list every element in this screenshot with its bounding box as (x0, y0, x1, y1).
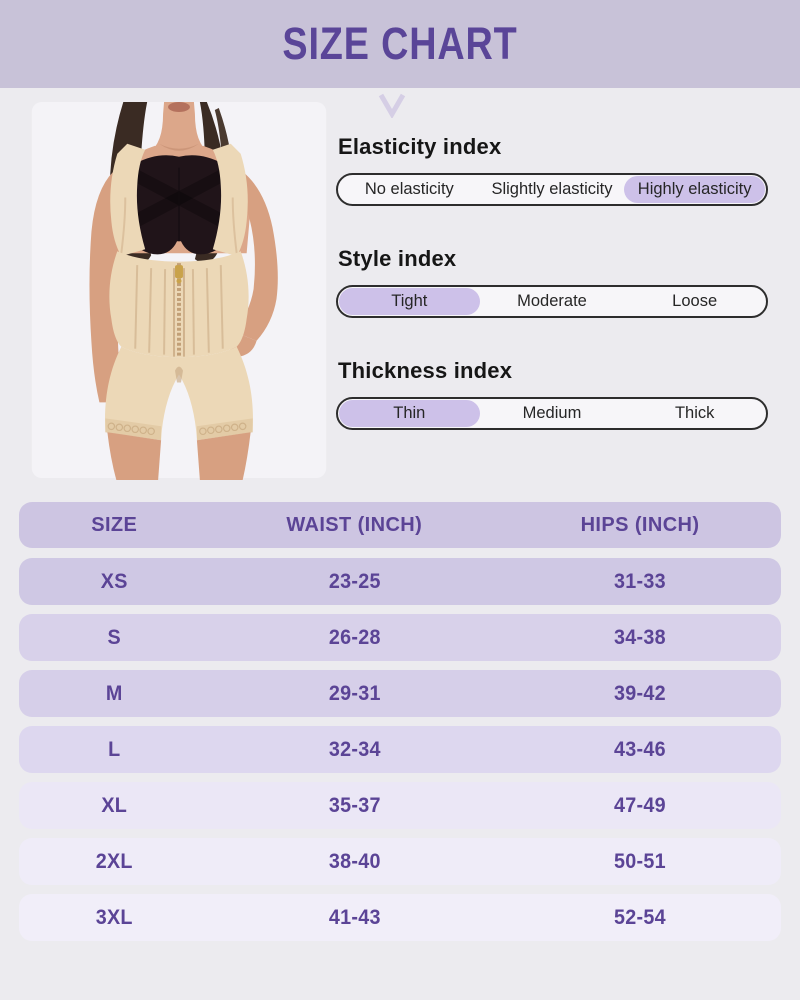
index-bar (336, 285, 768, 318)
index-title: Style index (338, 246, 457, 271)
option-medium[interactable]: Medium (522, 404, 582, 422)
cell-waist: 26-28 (328, 625, 381, 649)
index-section-elasticity (336, 134, 768, 206)
table-row (19, 726, 781, 773)
table-row (19, 782, 781, 829)
index-section-style (336, 246, 768, 318)
cell-waist: 41-43 (328, 905, 381, 929)
option-tight[interactable]: Tight (339, 288, 480, 315)
cell-hips: 31-33 (614, 569, 666, 593)
option-slightly-elasticity[interactable]: Slightly elasticity (491, 180, 613, 198)
cell-size: 3XL (95, 905, 133, 929)
cell-waist: 38-40 (328, 849, 381, 873)
table-row (19, 558, 781, 605)
option-thin[interactable]: Thin (339, 400, 480, 427)
cell-hips: 47-49 (614, 793, 666, 817)
table-body (19, 558, 781, 941)
product-photo (28, 102, 330, 480)
page-title: SIZE CHART (282, 18, 518, 69)
cell-size: XS (100, 569, 128, 593)
index-bar (336, 397, 768, 430)
table-row (19, 670, 781, 717)
option-thick[interactable]: Thick (674, 404, 715, 422)
option-highly-elasticity[interactable]: Highly elasticity (624, 176, 765, 203)
cell-size: S (107, 625, 121, 649)
cell-hips: 34-38 (614, 625, 666, 649)
cell-size: M (105, 681, 123, 705)
table-header-row (19, 502, 781, 548)
table-row (19, 894, 781, 941)
cell-hips: 43-46 (614, 737, 666, 761)
option-no-elasticity[interactable]: No elasticity (364, 180, 454, 198)
table-row (19, 614, 781, 661)
cell-hips: 39-42 (614, 681, 666, 705)
cell-hips: 52-54 (614, 905, 666, 929)
cell-size: XL (101, 793, 128, 817)
cell-size: L (108, 737, 121, 761)
cell-waist: 35-37 (328, 793, 381, 817)
zipper-pull (175, 265, 183, 278)
column-header-hips: HIPS (INCH) (580, 513, 700, 536)
option-loose[interactable]: Loose (672, 292, 718, 310)
column-header-waist: WAIST (INCH) (286, 513, 423, 536)
cell-waist: 23-25 (328, 569, 381, 593)
index-panel (336, 134, 768, 430)
option-moderate[interactable]: Moderate (517, 292, 587, 310)
column-header-size: SIZE (91, 513, 138, 536)
cell-size: 2XL (95, 849, 133, 873)
cell-waist: 32-34 (328, 737, 381, 761)
index-title: Thickness index (338, 358, 513, 383)
corset (109, 251, 248, 357)
cell-hips: 50-51 (614, 849, 666, 873)
index-section-thickness (336, 358, 768, 430)
table-row (19, 838, 781, 885)
index-title: Elasticity index (338, 134, 502, 159)
size-table (19, 502, 781, 950)
index-bar (336, 173, 768, 206)
page-header (0, 0, 800, 88)
cell-waist: 29-31 (328, 681, 381, 705)
